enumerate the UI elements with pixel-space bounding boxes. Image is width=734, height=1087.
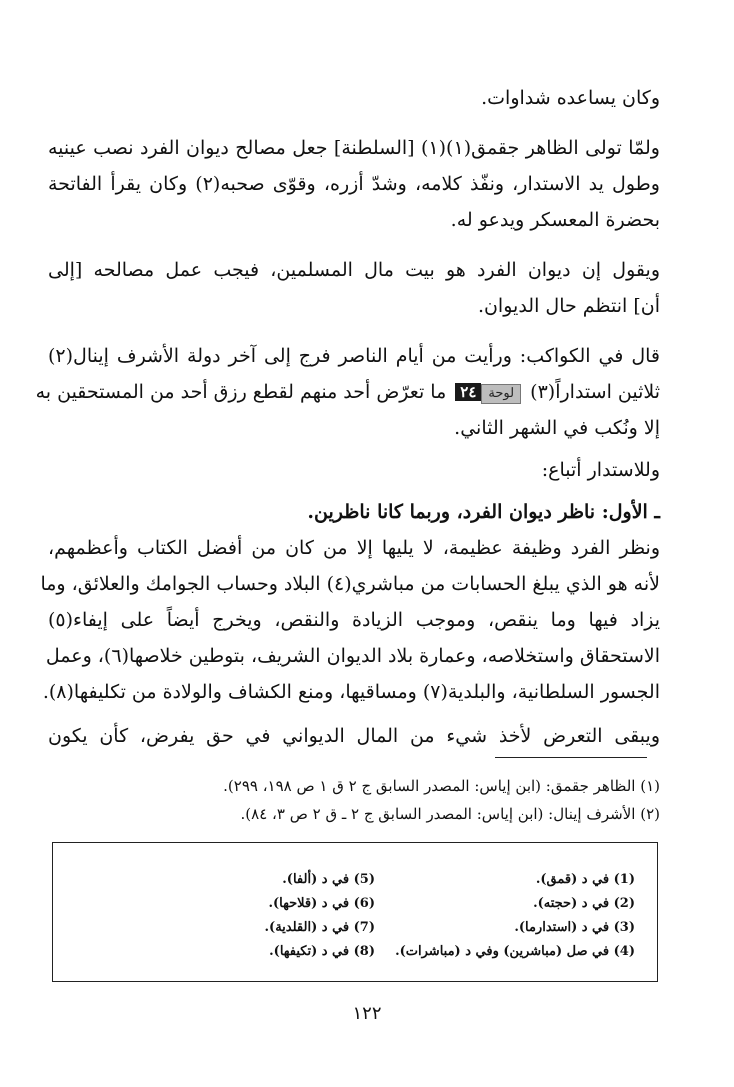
text-line-with-plate xyxy=(35,374,660,410)
text-fragment: ثلاثين استداراً(٣) xyxy=(530,381,660,403)
plate-label: لوحة xyxy=(481,384,521,404)
variant-note: (3) في د (استدارما). xyxy=(514,920,635,935)
variant-note: (7) في د (القلدية). xyxy=(264,920,375,935)
text-line: الاستحقاق واستخلاصه، وعمارة بلاد الديوان الشريف، بتوطين خلاصها(٦)، وعمل xyxy=(45,645,660,667)
text-line: قال في الكواكب: ورأيت من أيام الناصر فرج إلى آخر دولة الأشرف إينال(٢) xyxy=(48,345,660,367)
text-line: ويقول إن ديوان الفرد هو بيت مال المسلمين، فيجب عمل مصالحه [إلى xyxy=(48,259,660,281)
page-number: ١٢٢ xyxy=(352,1003,382,1024)
section-heading: ـ الأول: ناظر ديوان الفرد، وربما كانا ناظرين. xyxy=(307,501,660,523)
main-text xyxy=(35,80,660,754)
text-line: إلا ونُكب في الشهر الثاني. xyxy=(454,417,660,439)
text-fragment: ما تعرّض أحد منهم لقطع رزق أحد من المستحقين به xyxy=(35,381,447,403)
text-line: بحضرة المعسكر ويدعو له. xyxy=(450,209,660,231)
variant-note: (8) في د (تكيفها). xyxy=(269,944,375,959)
variant-note: (5) في د (ألفا). xyxy=(282,872,375,887)
variant-note: (2) في د (حجته). xyxy=(533,896,635,911)
text-line: الجسور السلطانية، والبلدية(٧) ومساقيها، ومنع الكشاف والولادة من تكليفها(٨). xyxy=(42,681,660,703)
plate-marker xyxy=(455,383,521,404)
text-line: أن] انتظم حال الديوان. xyxy=(477,295,660,317)
text-line: وكان يساعده شداوات. xyxy=(481,87,660,109)
text-line: ونظر الفرد وظيفة عظيمة، لا يليها إلا من كان من أفضل الكتاب وأعظمهم، xyxy=(48,537,660,559)
variant-note: (4) في صل (مباشرين) وفي د (مباشرات). xyxy=(395,944,635,959)
text-line: ولمّا تولى الظاهر جقمق(١)(١) [السلطنة] جعل مصالح ديوان الفرد نصب عينيه xyxy=(48,137,660,159)
footnote-separator xyxy=(495,757,647,758)
text-line: وطول يد الاستدار، ونفّذ كلامه، وشدّ أزره، وقوّى صحبه(٢) وكان يقرأ الفاتحة xyxy=(48,173,660,195)
text-line: وللاستدار أتباع: xyxy=(541,459,660,481)
text-line: لأنه هو الذي يبلغ الحسابات من مباشري(٤) البلاد وحساب الجوامك والعلائق، وما xyxy=(40,573,660,595)
variant-note: (6) في د (قلاحها). xyxy=(268,896,375,911)
plate-number: ٢٤ xyxy=(455,383,481,401)
variant-note: (1) في د (قمق). xyxy=(535,872,635,887)
footnote: (١) الظاهر جقمق: (ابن إياس: المصدر السابق ج ٢ ق ١ ص ١٩٨، ٢٩٩). xyxy=(223,777,660,795)
text-line: ويبقى التعرض لأخذ شيء من المال الديواني في حق يفرض، كأن يكون xyxy=(48,725,660,747)
text-line: يزاد فيها وما ينقص، وموجب الزيادة والنقص، ويخرج أيضاً على إيفاء(٥) xyxy=(48,609,660,631)
footnote: (٢) الأشرف إينال: (ابن إياس: المصدر السابق ج ٢ ـ ق ٢ ص ٣، ٨٤). xyxy=(240,805,660,823)
variants-box xyxy=(52,842,658,982)
